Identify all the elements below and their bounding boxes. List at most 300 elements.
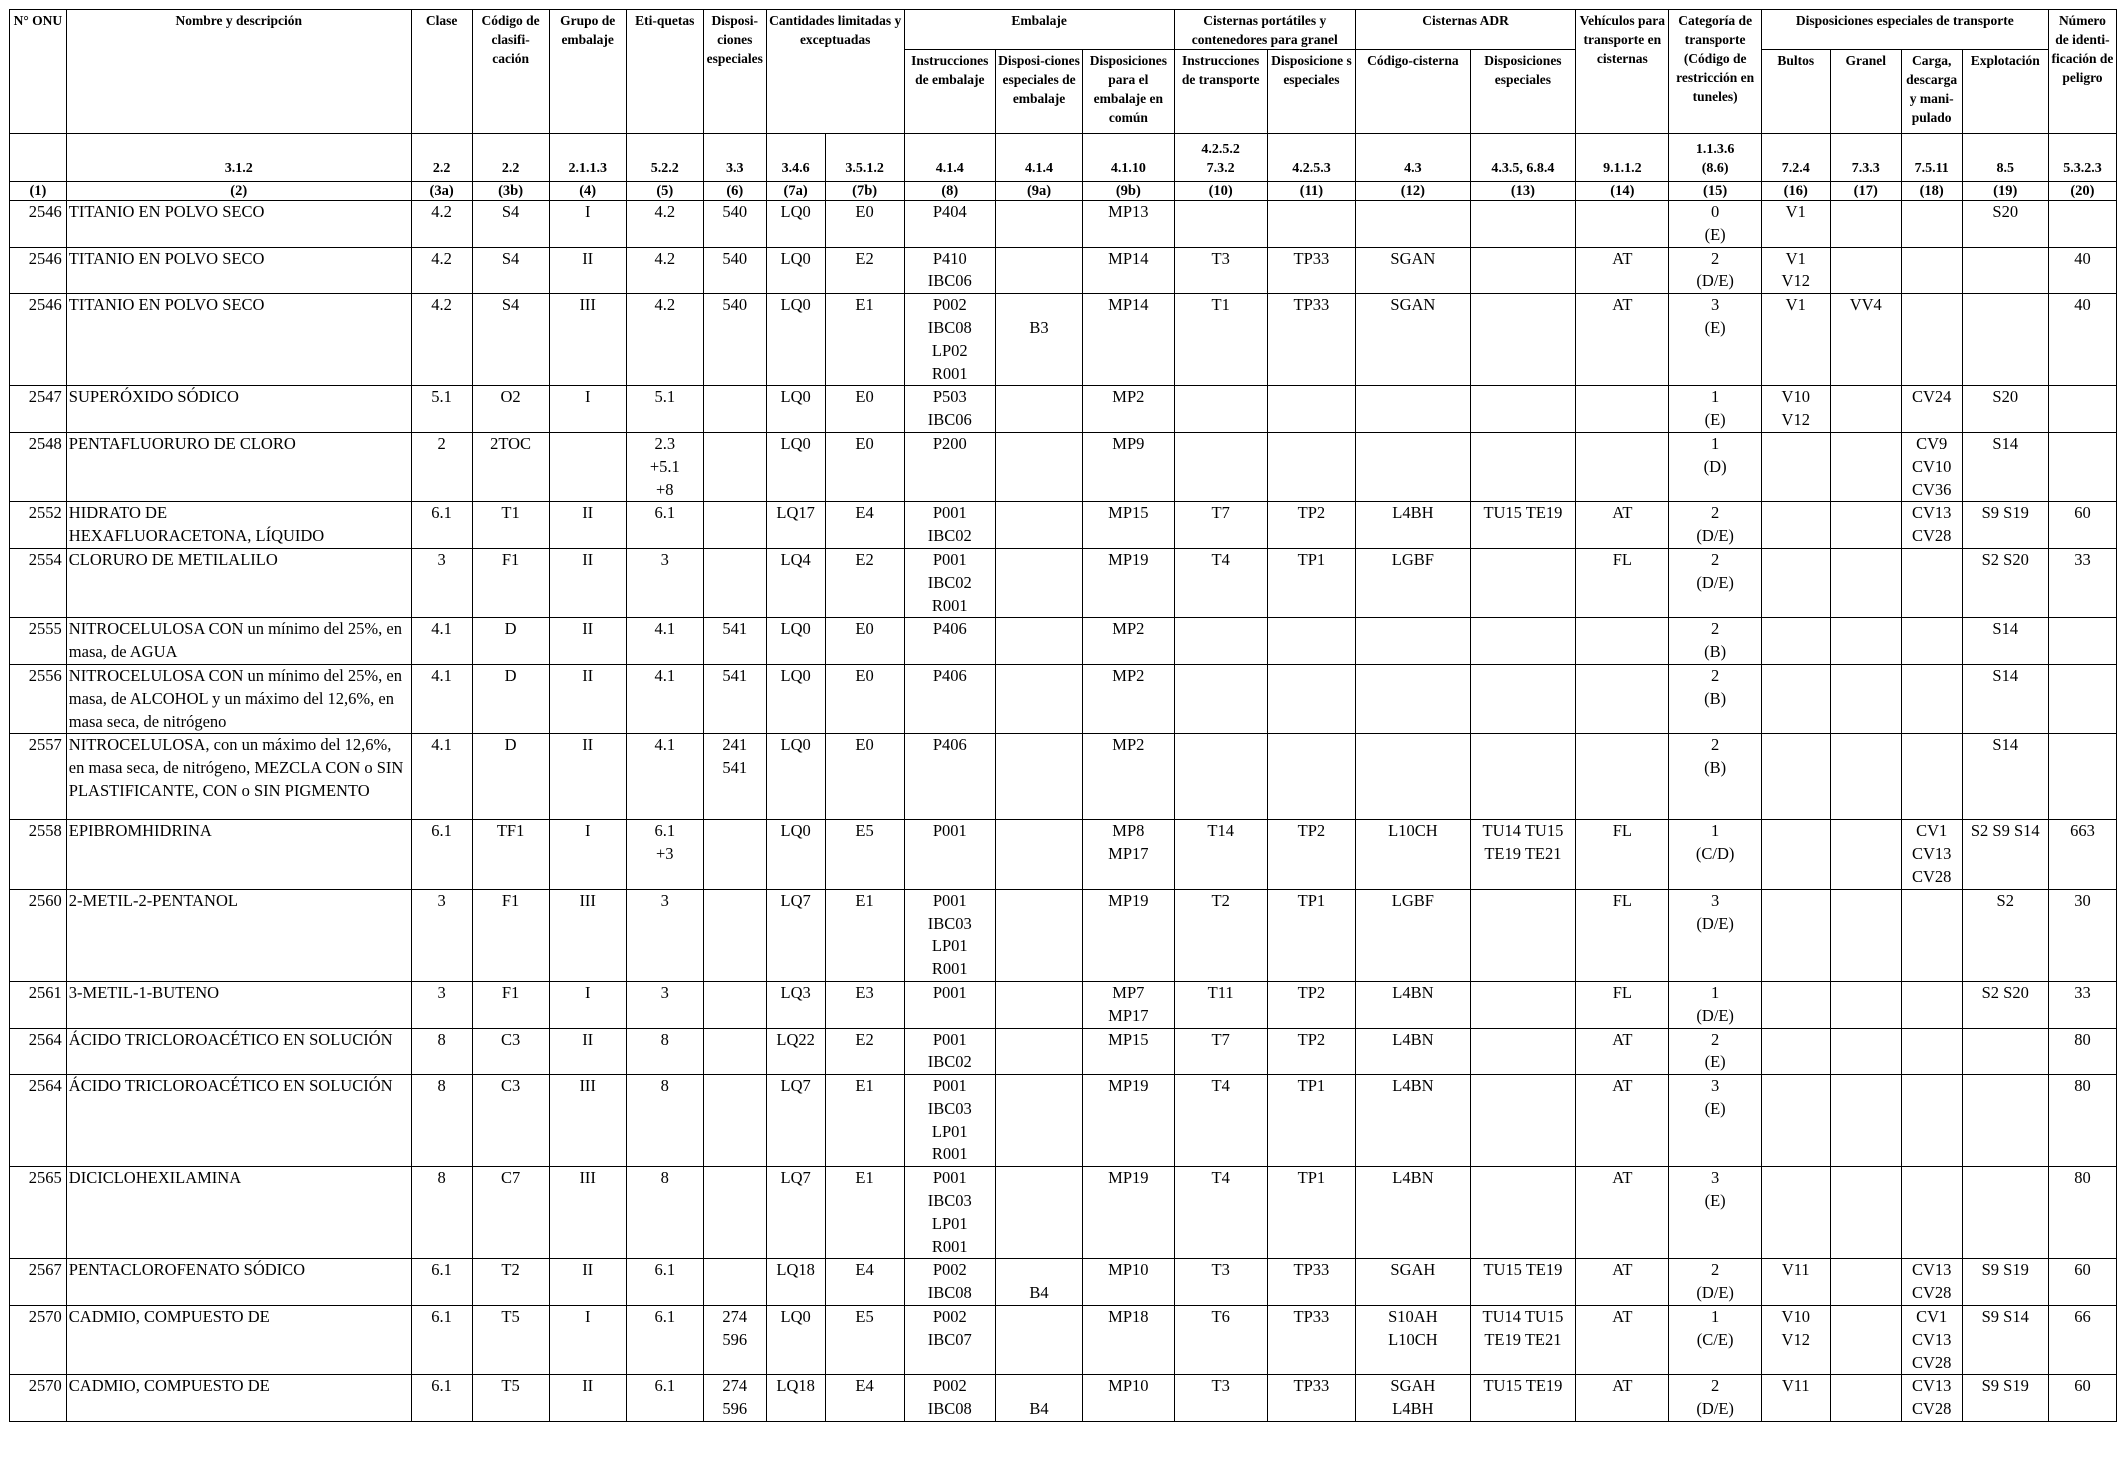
table-cell: 4.1 [626,734,703,820]
table-cell: 2 (D/E) [1669,502,1761,549]
table-cell: MP19 [1083,548,1174,617]
table-row [10,294,2117,386]
table-cell [1470,734,1575,820]
table-cell: S2 S20 [1962,548,2048,617]
header-tank-special: Disposiciones especiales [1470,50,1575,134]
table-cell: SGAN [1356,247,1471,294]
reference-cell: 3.3 [703,134,766,182]
table-cell [1761,734,1830,820]
table-cell: 2 (B) [1669,618,1761,665]
table-cell [1901,201,1962,248]
table-cell: 1 (D/E) [1669,981,1761,1028]
table-cell: FL [1576,889,1669,981]
un-number-cell: 2557 [10,734,67,820]
header-class-code: Código de clasifi-cación [472,10,549,134]
table-cell: II [549,1375,626,1422]
substance-name-cell: PENTACLOROFENATO SÓDICO [66,1259,411,1306]
table-cell: 8 [626,1028,703,1075]
table-cell [1267,386,1355,433]
table-cell [1576,618,1669,665]
table-cell: I [549,386,626,433]
table-cell: O2 [472,386,549,433]
table-cell: CV24 [1901,386,1962,433]
table-cell: T7 [1174,502,1267,549]
table-cell [1830,664,1901,733]
table-cell [1830,981,1901,1028]
reference-cell: 2.2 [411,134,472,182]
table-cell: T14 [1174,820,1267,889]
table-cell [2048,734,2116,820]
table-cell: E0 [825,432,904,501]
substance-name-cell: NITROCELULOSA, con un máximo del 12,6%, en masa seca, de nitrógeno, MEZCLA CON o SIN PLASTIFICANTE, CON o SIN PIGMENTO [66,734,411,820]
table-cell: L4BN [1356,981,1471,1028]
table-cell: VV4 [1830,294,1901,386]
table-cell: 6.1 [626,1375,703,1422]
table-cell [1576,734,1669,820]
table-cell: 2.3 +5.1 +8 [626,432,703,501]
reference-cell: 7.3.3 [1830,134,1901,182]
table-cell [1174,201,1267,248]
table-cell: LGBF [1356,889,1471,981]
table-cell: 274 596 [703,1306,766,1375]
header-labels: Eti-quetas [626,10,703,134]
table-cell: L4BH [1356,502,1471,549]
reference-row [10,134,2117,182]
table-cell: I [549,981,626,1028]
table-cell: CV13 CV28 [1901,1259,1962,1306]
table-row [10,1375,2117,1422]
reference-cell: 4.1.4 [995,134,1082,182]
table-cell: LQ0 [766,1306,825,1375]
column-number-cell: (9b) [1083,182,1174,201]
table-cell [995,432,1082,501]
table-cell: F1 [472,548,549,617]
table-cell: LQ0 [766,664,825,733]
table-cell: S9 S19 [1962,1375,2048,1422]
table-cell [703,1075,766,1167]
table-cell: AT [1576,1028,1669,1075]
table-cell: MP10 [1083,1375,1174,1422]
table-cell: LQ18 [766,1259,825,1306]
table-cell: S20 [1962,386,2048,433]
table-cell: P002 IBC08 [904,1259,995,1306]
table-cell [995,548,1082,617]
table-cell: E1 [825,294,904,386]
table-cell [1830,734,1901,820]
table-cell [1901,294,1962,386]
table-row [10,247,2117,294]
table-cell: SGAN [1356,294,1471,386]
table-cell: E0 [825,664,904,733]
header-name: Nombre y descripción [66,10,411,134]
header-packaging: Embalaje [904,10,1174,50]
table-cell: S14 [1962,618,2048,665]
table-cell: 541 [703,618,766,665]
table-cell: 8 [411,1075,472,1167]
table-row [10,981,2117,1028]
header-portable-tanks: Cisternas portátiles y contenedores para granel [1174,10,1356,50]
table-cell [1901,1075,1962,1167]
table-cell [1576,664,1669,733]
table-cell [1576,201,1669,248]
table-cell: III [549,1075,626,1167]
table-cell: 8 [411,1028,472,1075]
table-cell: S14 [1962,664,2048,733]
table-cell: LGBF [1356,548,1471,617]
substance-name-cell: TITANIO EN POLVO SECO [66,294,411,386]
column-number-cell: (12) [1356,182,1471,201]
table-cell: AT [1576,1306,1669,1375]
table-cell [549,432,626,501]
table-cell [2048,201,2116,248]
table-cell: MP14 [1083,247,1174,294]
table-cell [1830,386,1901,433]
table-cell [1830,1075,1901,1167]
table-cell: CV9 CV10 CV36 [1901,432,1962,501]
reference-cell: 7.2.4 [1761,134,1830,182]
table-cell: AT [1576,1259,1669,1306]
column-number-cell: (15) [1669,182,1761,201]
table-cell: III [549,294,626,386]
table-cell [703,1028,766,1075]
table-row [10,1028,2117,1075]
column-number-cell: (20) [2048,182,2116,201]
table-cell [1470,664,1575,733]
table-cell [995,247,1082,294]
table-cell: TU14 TU15 TE19 TE21 [1470,1306,1575,1375]
table-cell [1356,734,1471,820]
table-cell: 2 (B) [1669,664,1761,733]
table-cell [1901,618,1962,665]
column-number-cell: (3a) [411,182,472,201]
table-cell: II [549,502,626,549]
header-special-provisions: Disposi-ciones especiales [703,10,766,134]
table-cell [2048,386,2116,433]
table-cell: TP2 [1267,1028,1355,1075]
un-number-cell: 2555 [10,618,67,665]
table-row [10,820,2117,889]
table-cell: AT [1576,1075,1669,1167]
table-cell [2048,618,2116,665]
reference-cell: 3.4.6 [766,134,825,182]
table-cell [2048,664,2116,733]
table-cell [1267,432,1355,501]
reference-cell: 2.1.1.3 [549,134,626,182]
table-cell: 4.1 [411,664,472,733]
table-cell: TU15 TE19 [1470,502,1575,549]
table-cell [1830,502,1901,549]
adr-table-container [9,9,2117,1422]
reference-cell: 4.3.5, 6.8.4 [1470,134,1575,182]
table-row [10,1259,2117,1306]
table-cell [1830,432,1901,501]
table-cell: 2 (D/E) [1669,1375,1761,1422]
table-cell: C3 [472,1028,549,1075]
table-cell: 2 (D/E) [1669,247,1761,294]
table-cell [1470,386,1575,433]
table-cell [1962,1075,2048,1167]
table-cell: P002 IBC07 [904,1306,995,1375]
reference-cell: 5.2.2 [626,134,703,182]
table-cell: T4 [1174,548,1267,617]
table-row [10,1075,2117,1167]
column-number-cell: (10) [1174,182,1267,201]
table-cell [995,502,1082,549]
table-cell [995,734,1082,820]
table-cell: T2 [472,1259,549,1306]
un-number-cell: 2561 [10,981,67,1028]
reference-cell: 4.2.5.2 7.3.2 [1174,134,1267,182]
substance-name-cell: DICICLOHEXILAMINA [66,1167,411,1259]
table-cell: S2 S9 S14 [1962,820,2048,889]
table-cell: 40 [2048,294,2116,386]
table-cell: S10AH L10CH [1356,1306,1471,1375]
table-row [10,734,2117,820]
table-cell [995,1075,1082,1167]
table-cell: P001 IBC03 LP01 R001 [904,889,995,981]
substance-name-cell: PENTAFLUORURO DE CLORO [66,432,411,501]
table-cell: LQ18 [766,1375,825,1422]
table-cell: I [549,201,626,248]
table-cell [995,820,1082,889]
table-cell: D [472,664,549,733]
table-cell [703,502,766,549]
table-cell: TP2 [1267,981,1355,1028]
un-number-cell: 2546 [10,294,67,386]
substance-name-cell: HIDRATO DE HEXAFLUORACETONA, LÍQUIDO [66,502,411,549]
table-cell: T3 [1174,247,1267,294]
table-cell: TP2 [1267,820,1355,889]
header-hazard-id: Número de identi-ficación de peligro [2048,10,2116,134]
table-cell: S2 S20 [1962,981,2048,1028]
table-cell: B4 [995,1375,1082,1422]
table-cell: P001 IBC02 [904,1028,995,1075]
table-cell [1174,618,1267,665]
un-number-cell: 2564 [10,1075,67,1167]
table-cell: 1 (C/D) [1669,820,1761,889]
table-cell: 33 [2048,548,2116,617]
table-cell [1761,618,1830,665]
reference-cell: 3.1.2 [66,134,411,182]
substance-name-cell: EPIBROMHIDRINA [66,820,411,889]
column-number-cell: (1) [10,182,67,201]
table-cell: 80 [2048,1167,2116,1259]
table-cell: 3 (E) [1669,294,1761,386]
table-cell [995,1167,1082,1259]
table-cell: 2 (D/E) [1669,1259,1761,1306]
table-cell: 663 [2048,820,2116,889]
table-cell [995,201,1082,248]
header-bulk: Granel [1830,50,1901,134]
table-cell [1830,247,1901,294]
table-cell: TP1 [1267,1167,1355,1259]
table-cell: 80 [2048,1075,2116,1167]
column-number-cell: (7b) [825,182,904,201]
header-operation: Explotación [1962,50,2048,134]
table-cell [1356,201,1471,248]
table-cell [1830,1375,1901,1422]
table-cell: MP18 [1083,1306,1174,1375]
table-cell: V11 [1761,1375,1830,1422]
un-number-cell: 2558 [10,820,67,889]
table-cell: T5 [472,1375,549,1422]
table-cell: LQ17 [766,502,825,549]
table-cell: E1 [825,1167,904,1259]
table-cell [1470,432,1575,501]
table-cell: MP2 [1083,734,1174,820]
table-cell: 5.1 [626,386,703,433]
table-cell [1470,889,1575,981]
table-cell: 3 [411,548,472,617]
table-cell [1174,386,1267,433]
header-adr-tanks: Cisternas ADR [1356,10,1576,50]
table-cell [995,1028,1082,1075]
table-cell: TP33 [1267,247,1355,294]
table-cell: 60 [2048,1375,2116,1422]
table-cell [1470,294,1575,386]
table-cell: E1 [825,889,904,981]
un-number-cell: 2546 [10,201,67,248]
table-cell: 540 [703,294,766,386]
table-cell: CV1 CV13 CV28 [1901,820,1962,889]
substance-name-cell: ÁCIDO TRICLOROACÉTICO EN SOLUCIÓN [66,1075,411,1167]
un-number-cell: 2556 [10,664,67,733]
table-cell [703,981,766,1028]
table-cell: 540 [703,247,766,294]
table-cell: L4BN [1356,1075,1471,1167]
table-cell: TP1 [1267,1075,1355,1167]
table-cell: P200 [904,432,995,501]
table-row [10,201,2117,248]
table-cell: I [549,820,626,889]
table-cell: CV13 CV28 [1901,1375,1962,1422]
substance-name-cell: CADMIO, COMPUESTO DE [66,1306,411,1375]
table-cell [1761,664,1830,733]
table-cell: S9 S19 [1962,1259,2048,1306]
table-cell: LQ7 [766,889,825,981]
table-cell: T2 [1174,889,1267,981]
table-cell: S14 [1962,734,2048,820]
table-cell: TU15 TE19 [1470,1375,1575,1422]
column-number-cell: (16) [1761,182,1830,201]
table-cell: B4 [995,1259,1082,1306]
header-class: Clase [411,10,472,134]
table-cell: TP33 [1267,1375,1355,1422]
table-cell: 3 [626,548,703,617]
table-cell [995,618,1082,665]
table-cell: S4 [472,294,549,386]
table-cell: LQ0 [766,618,825,665]
table-cell [1761,820,1830,889]
table-cell: 8 [626,1075,703,1167]
table-cell: TF1 [472,820,549,889]
table-cell: CV13 CV28 [1901,502,1962,549]
table-cell [1470,1167,1575,1259]
header-loading: Carga, descarga y mani-pulado [1901,50,1962,134]
un-number-cell: 2547 [10,386,67,433]
table-cell [1174,664,1267,733]
table-cell: MP14 [1083,294,1174,386]
header-special-provisions-transport: Disposiciones especiales de transporte [1761,10,2048,50]
reference-cell: 7.5.11 [1901,134,1962,182]
table-cell: LQ0 [766,734,825,820]
table-cell: P001 IBC03 LP01 R001 [904,1167,995,1259]
table-cell [1356,618,1471,665]
table-row [10,618,2117,665]
table-cell: MP2 [1083,618,1174,665]
header-portable-instructions: Instrucciones de transporte [1174,50,1267,134]
table-cell: AT [1576,1167,1669,1259]
table-cell: 6.1 [411,1375,472,1422]
table-cell: 2TOC [472,432,549,501]
reference-cell: 9.1.1.2 [1576,134,1669,182]
header-packages: Bultos [1761,50,1830,134]
table-cell: P503 IBC06 [904,386,995,433]
table-cell [995,664,1082,733]
header-packing-group: Grupo de embalaje [549,10,626,134]
table-cell: P406 [904,734,995,820]
table-cell: P001 IBC03 LP01 R001 [904,1075,995,1167]
table-cell: 6.1 +3 [626,820,703,889]
table-cell: MP8 MP17 [1083,820,1174,889]
table-cell: P406 [904,664,995,733]
table-cell: TP1 [1267,548,1355,617]
table-cell [1761,548,1830,617]
column-number-cell: (2) [66,182,411,201]
table-cell [1470,247,1575,294]
table-cell: 6.1 [411,1306,472,1375]
table-cell [1470,548,1575,617]
reference-cell: 2.2 [472,134,549,182]
table-cell: 5.1 [411,386,472,433]
table-cell: T7 [1174,1028,1267,1075]
table-cell: LQ3 [766,981,825,1028]
table-cell [1470,201,1575,248]
table-cell [1962,247,2048,294]
table-cell [1761,889,1830,981]
table-cell: TU15 TE19 [1470,1259,1575,1306]
table-cell: E4 [825,1375,904,1422]
table-cell: T5 [472,1306,549,1375]
table-cell: 6.1 [626,1306,703,1375]
column-number-cell: (14) [1576,182,1669,201]
table-cell: MP15 [1083,502,1174,549]
table-cell: 2 (E) [1669,1028,1761,1075]
table-cell: 6.1 [411,1259,472,1306]
table-cell: 3 (D/E) [1669,889,1761,981]
table-cell: V11 [1761,1259,1830,1306]
column-number-cell: (3b) [472,182,549,201]
table-cell [1356,432,1471,501]
table-cell: LQ0 [766,820,825,889]
table-cell: 8 [411,1167,472,1259]
table-body [10,201,2117,1422]
table-cell [1267,734,1355,820]
table-cell: AT [1576,502,1669,549]
table-cell: 1 (E) [1669,386,1761,433]
table-cell: E2 [825,1028,904,1075]
table-cell: LQ7 [766,1167,825,1259]
table-cell [703,889,766,981]
table-cell [1830,618,1901,665]
table-cell: T1 [1174,294,1267,386]
column-number-cell: (18) [1901,182,1962,201]
reference-cell: 1.1.3.6 (8.6) [1669,134,1761,182]
table-cell [1470,1075,1575,1167]
table-cell: T11 [1174,981,1267,1028]
un-number-cell: 2565 [10,1167,67,1259]
table-cell: 3 [411,981,472,1028]
